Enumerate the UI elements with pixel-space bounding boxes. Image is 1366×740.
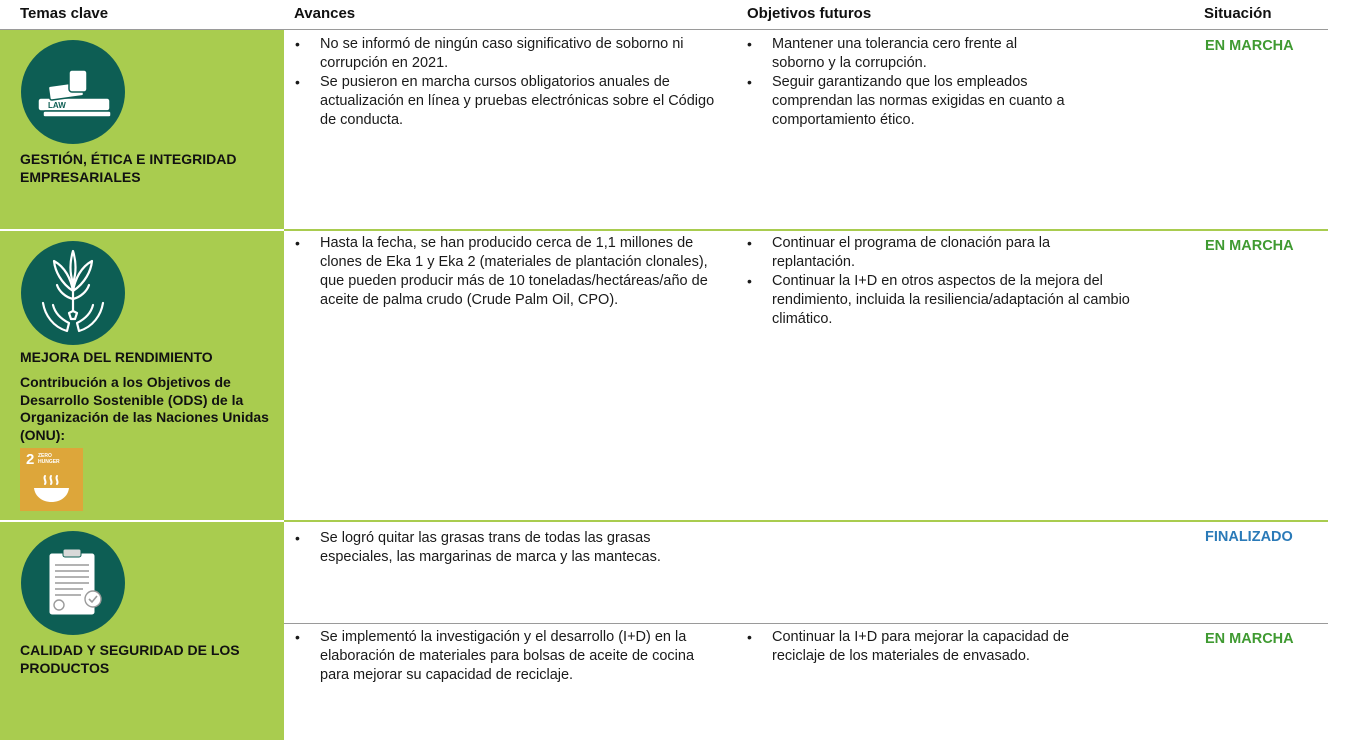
theme-title: CALIDAD Y SEGURIDAD DE LOS PRODUCTOS: [20, 642, 240, 676]
list-item: • Mantener una tolerancia cero frente al soborno y la corrupción.: [745, 35, 1045, 73]
theme-title: MEJORA DEL RENDIMIENTO: [20, 349, 213, 365]
row-divider: [0, 229, 284, 231]
list-item: • Continuar el programa de clonación para la replantación.: [745, 234, 1082, 272]
header-objetivos-futuros: Objetivos futuros: [747, 5, 872, 22]
row-divider: [284, 520, 1328, 522]
theme-title: GESTIÓN, ÉTICA E INTEGRIDAD EMPRESARIALES: [20, 151, 237, 185]
svg-text:LAW: LAW: [48, 101, 66, 110]
header-temas-clave: Temas clave: [20, 5, 109, 22]
list-item: • Continuar la I+D para mejorar la capacidad de reciclaje de los materiales de envasado.: [745, 628, 1125, 666]
list-item: • Seguir garantizando que los empleados comprendan las normas exigidas en cuanto a comportamiento ético.: [745, 73, 1102, 130]
sdg-2-badge: [20, 448, 83, 511]
status-badge: EN MARCHA: [1205, 238, 1294, 254]
list-item: • Se implementó la investigación y el desarrollo (I+D) en la elaboración de materiales para bolsas de aceite de cocina para mejorar su capacidad de reciclaje.: [293, 628, 718, 685]
list-item: • Se pusieron en marcha cursos obligatorios anuales de actualización en línea y pruebas electrónicas sobre el Código de conducta.: [293, 73, 718, 130]
row-divider: [0, 520, 284, 522]
bowl-icon: [20, 448, 83, 511]
sdg-number: 2: [26, 451, 35, 468]
list-item: • No se informó de ningún caso significativo de soborno ni corrupción en 2021.: [293, 35, 718, 73]
plant-in-hands-icon: [21, 241, 125, 345]
avances-list: [293, 628, 718, 685]
sdg-contribution-text: Contribución a los Objetivos de Desarrollo Sostenible (ODS) de la Organización de las Naciones Unidas (ONU):: [20, 374, 269, 443]
subrow-divider: [284, 623, 1328, 624]
objetivos-list: [745, 35, 1065, 130]
sdg-label: ZERO HUNGER: [38, 453, 60, 465]
status-badge: EN MARCHA: [1205, 38, 1294, 54]
objetivos-list: [745, 234, 1145, 329]
header-avances: Avances: [294, 5, 356, 22]
clipboard-certificate-icon: [21, 531, 125, 635]
list-item: • Se logró quitar las grasas trans de todas las grasas especiales, las margarinas de marca y las mantecas.: [293, 529, 718, 567]
objetivos-list: [745, 628, 1125, 666]
status-badge: FINALIZADO: [1205, 529, 1293, 545]
avances-list: [293, 234, 718, 310]
avances-list: [293, 529, 718, 567]
header-situacion: Situación: [1204, 5, 1272, 22]
list-item: • Continuar la I+D en otros aspectos de la mejora del rendimiento, incluida la resiliencia/adaptación al cambio climático.: [745, 272, 1145, 329]
list-item: • Hasta la fecha, se han producido cerca de 1,1 millones de clones de Eka 1 y Eka 2 (materiales de plantación clonales), que pueden producir más de 10 toneladas/hectáreas/año de aceite de palma crudo (Crude Palm Oil, CPO).: [293, 234, 718, 310]
avances-list: [293, 35, 718, 130]
status-badge: EN MARCHA: [1205, 631, 1294, 647]
row-divider: [284, 229, 1328, 231]
law-books-gavel-icon: [21, 40, 125, 144]
